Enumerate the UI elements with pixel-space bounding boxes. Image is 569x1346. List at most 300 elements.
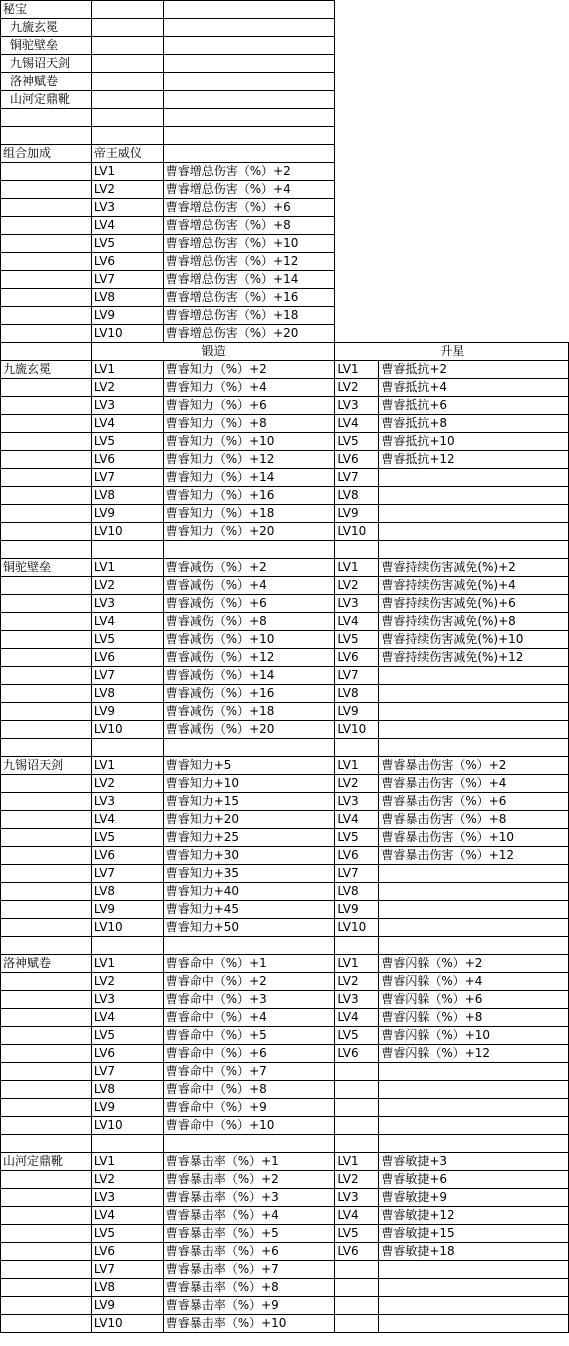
forge-effect-cell[interactable]: 曹睿命中（%）+8 <box>163 1081 335 1099</box>
forge-effect-cell[interactable]: 曹睿知力+35 <box>163 865 335 883</box>
star-effect-cell[interactable]: 曹睿暴击伤害（%）+12 <box>379 847 569 865</box>
empty-cell[interactable] <box>1 685 92 703</box>
forge-effect-cell[interactable]: 曹睿知力（%）+10 <box>163 433 335 451</box>
star-level-cell[interactable]: LV8 <box>335 883 379 901</box>
empty-cell[interactable] <box>379 127 569 145</box>
forge-effect-cell[interactable]: 曹睿减伤（%）+6 <box>163 595 335 613</box>
forge-effect-cell[interactable]: 曹睿减伤（%）+12 <box>163 649 335 667</box>
forge-level-cell[interactable]: LV1 <box>91 955 163 973</box>
forge-level-cell[interactable]: LV1 <box>91 559 163 577</box>
forge-level-cell[interactable]: LV4 <box>91 613 163 631</box>
forge-level-cell[interactable]: LV7 <box>91 1063 163 1081</box>
empty-cell[interactable] <box>163 91 335 109</box>
forge-level-cell[interactable]: LV10 <box>91 1117 163 1135</box>
combo-label-cell[interactable]: 组合加成 <box>1 145 92 163</box>
forge-level-cell[interactable]: LV6 <box>91 451 163 469</box>
star-effect-cell[interactable] <box>379 667 569 685</box>
star-level-cell[interactable] <box>335 1063 379 1081</box>
star-level-cell[interactable]: LV7 <box>335 667 379 685</box>
star-effect-cell[interactable]: 曹睿持续伤害减免(%)+12 <box>379 649 569 667</box>
empty-cell[interactable] <box>1 487 92 505</box>
star-effect-cell[interactable] <box>379 883 569 901</box>
star-level-cell[interactable] <box>335 1081 379 1099</box>
empty-cell[interactable] <box>91 109 163 127</box>
empty-cell[interactable] <box>163 55 335 73</box>
empty-cell[interactable] <box>1 289 92 307</box>
empty-cell[interactable] <box>1 1081 92 1099</box>
effect-cell[interactable]: 曹睿增总伤害（%）+6 <box>163 199 335 217</box>
star-effect-cell[interactable] <box>379 469 569 487</box>
star-level-cell[interactable] <box>335 1279 379 1297</box>
empty-cell[interactable] <box>1 307 92 325</box>
empty-cell[interactable] <box>91 91 163 109</box>
star-level-cell[interactable]: LV2 <box>335 577 379 595</box>
empty-cell[interactable] <box>379 937 569 955</box>
star-effect-cell[interactable] <box>379 721 569 739</box>
empty-cell[interactable] <box>379 181 569 199</box>
star-effect-cell[interactable]: 曹睿持续伤害减免(%)+10 <box>379 631 569 649</box>
empty-cell[interactable] <box>1 919 92 937</box>
star-level-cell[interactable]: LV4 <box>335 1207 379 1225</box>
empty-cell[interactable] <box>1 883 92 901</box>
star-effect-cell[interactable]: 曹睿闪躲（%）+10 <box>379 1027 569 1045</box>
empty-cell[interactable] <box>1 163 92 181</box>
star-effect-cell[interactable]: 曹睿闪躲（%）+8 <box>379 1009 569 1027</box>
forge-level-cell[interactable]: LV7 <box>91 667 163 685</box>
forge-level-cell[interactable]: LV5 <box>91 1225 163 1243</box>
empty-cell[interactable] <box>1 1045 92 1063</box>
star-effect-cell[interactable]: 曹睿闪躲（%）+4 <box>379 973 569 991</box>
empty-cell[interactable] <box>379 91 569 109</box>
forge-level-cell[interactable]: LV3 <box>91 991 163 1009</box>
effect-cell[interactable]: 曹睿增总伤害（%）+12 <box>163 253 335 271</box>
forge-level-cell[interactable]: LV9 <box>91 901 163 919</box>
star-effect-cell[interactable] <box>379 919 569 937</box>
star-level-cell[interactable]: LV6 <box>335 847 379 865</box>
forge-effect-cell[interactable]: 曹睿减伤（%）+10 <box>163 631 335 649</box>
forge-level-cell[interactable]: LV8 <box>91 1081 163 1099</box>
forge-level-cell[interactable]: LV7 <box>91 1261 163 1279</box>
empty-cell[interactable] <box>1 181 92 199</box>
forge-effect-cell[interactable]: 曹睿暴击率（%）+10 <box>163 1315 335 1333</box>
star-effect-cell[interactable] <box>379 1315 569 1333</box>
empty-cell[interactable] <box>1 1225 92 1243</box>
star-level-cell[interactable]: LV3 <box>335 595 379 613</box>
empty-cell[interactable] <box>335 1135 379 1153</box>
star-effect-cell[interactable]: 曹睿持续伤害减免(%)+8 <box>379 613 569 631</box>
forge-effect-cell[interactable]: 曹睿暴击率（%）+7 <box>163 1261 335 1279</box>
forge-level-cell[interactable]: LV4 <box>91 1009 163 1027</box>
level-cell[interactable]: LV1 <box>91 163 163 181</box>
level-cell[interactable]: LV6 <box>91 253 163 271</box>
forge-level-cell[interactable]: LV4 <box>91 415 163 433</box>
effect-cell[interactable]: 曹睿增总伤害（%）+18 <box>163 307 335 325</box>
empty-cell[interactable] <box>1 109 92 127</box>
star-effect-cell[interactable]: 曹睿暴击伤害（%）+2 <box>379 757 569 775</box>
star-level-cell[interactable]: LV3 <box>335 793 379 811</box>
star-effect-cell[interactable]: 曹睿敏捷+6 <box>379 1171 569 1189</box>
empty-cell[interactable] <box>1 523 92 541</box>
star-level-cell[interactable]: LV5 <box>335 631 379 649</box>
forge-level-cell[interactable]: LV5 <box>91 631 163 649</box>
empty-cell[interactable] <box>379 1 569 19</box>
forge-effect-cell[interactable]: 曹睿命中（%）+10 <box>163 1117 335 1135</box>
star-effect-cell[interactable]: 曹睿抵抗+6 <box>379 397 569 415</box>
forge-level-cell[interactable]: LV6 <box>91 847 163 865</box>
forge-level-cell[interactable]: LV5 <box>91 433 163 451</box>
star-effect-cell[interactable] <box>379 523 569 541</box>
star-level-cell[interactable]: LV1 <box>335 1153 379 1171</box>
forge-effect-cell[interactable]: 曹睿减伤（%）+8 <box>163 613 335 631</box>
empty-cell[interactable] <box>91 19 163 37</box>
forge-effect-cell[interactable]: 曹睿知力（%）+4 <box>163 379 335 397</box>
empty-cell[interactable] <box>163 19 335 37</box>
forge-level-cell[interactable]: LV7 <box>91 469 163 487</box>
star-level-cell[interactable]: LV4 <box>335 613 379 631</box>
forge-level-cell[interactable]: LV9 <box>91 1297 163 1315</box>
forge-effect-cell[interactable]: 曹睿命中（%）+6 <box>163 1045 335 1063</box>
empty-cell[interactable] <box>91 127 163 145</box>
star-effect-cell[interactable]: 曹睿抵抗+10 <box>379 433 569 451</box>
empty-cell[interactable] <box>163 109 335 127</box>
treasure-name-cell[interactable]: 洛神赋卷 <box>1 73 92 91</box>
forge-level-cell[interactable]: LV6 <box>91 649 163 667</box>
star-level-cell[interactable]: LV6 <box>335 451 379 469</box>
empty-cell[interactable] <box>1 505 92 523</box>
forge-level-cell[interactable]: LV1 <box>91 1153 163 1171</box>
empty-cell[interactable] <box>335 541 379 559</box>
star-level-cell[interactable]: LV2 <box>335 1171 379 1189</box>
forge-level-cell[interactable]: LV8 <box>91 487 163 505</box>
star-level-cell[interactable]: LV8 <box>335 487 379 505</box>
forge-effect-cell[interactable]: 曹睿命中（%）+1 <box>163 955 335 973</box>
star-level-cell[interactable] <box>335 1315 379 1333</box>
star-effect-cell[interactable] <box>379 685 569 703</box>
empty-cell[interactable] <box>335 127 379 145</box>
forge-level-cell[interactable]: LV3 <box>91 1189 163 1207</box>
star-level-cell[interactable]: LV8 <box>335 685 379 703</box>
section-name-cell[interactable]: 九旒玄冕 <box>1 361 92 379</box>
empty-cell[interactable] <box>91 37 163 55</box>
empty-cell[interactable] <box>379 145 569 163</box>
empty-cell[interactable] <box>379 37 569 55</box>
star-level-cell[interactable]: LV1 <box>335 559 379 577</box>
level-cell[interactable]: LV2 <box>91 181 163 199</box>
forge-level-cell[interactable]: LV3 <box>91 397 163 415</box>
empty-cell[interactable] <box>379 307 569 325</box>
empty-cell[interactable] <box>379 541 569 559</box>
empty-cell[interactable] <box>335 109 379 127</box>
forge-level-cell[interactable]: LV7 <box>91 865 163 883</box>
forge-level-cell[interactable]: LV1 <box>91 361 163 379</box>
empty-cell[interactable] <box>335 739 379 757</box>
star-effect-cell[interactable]: 曹睿抵抗+2 <box>379 361 569 379</box>
forge-effect-cell[interactable]: 曹睿知力+10 <box>163 775 335 793</box>
empty-cell[interactable] <box>1 1063 92 1081</box>
empty-cell[interactable] <box>379 217 569 235</box>
forge-effect-cell[interactable]: 曹睿命中（%）+5 <box>163 1027 335 1045</box>
title-cell[interactable]: 秘宝 <box>1 1 92 19</box>
forge-effect-cell[interactable]: 曹睿知力+45 <box>163 901 335 919</box>
forge-level-cell[interactable]: LV4 <box>91 811 163 829</box>
empty-cell[interactable] <box>379 271 569 289</box>
forge-level-cell[interactable]: LV6 <box>91 1045 163 1063</box>
empty-cell[interactable] <box>1 397 92 415</box>
empty-cell[interactable] <box>1 1315 92 1333</box>
forge-level-cell[interactable]: LV2 <box>91 1171 163 1189</box>
empty-cell[interactable] <box>1 199 92 217</box>
forge-effect-cell[interactable]: 曹睿减伤（%）+4 <box>163 577 335 595</box>
empty-cell[interactable] <box>91 937 163 955</box>
star-effect-cell[interactable]: 曹睿持续伤害减免(%)+4 <box>379 577 569 595</box>
forge-effect-cell[interactable]: 曹睿知力（%）+18 <box>163 505 335 523</box>
section-name-cell[interactable]: 铜驼壁垒 <box>1 559 92 577</box>
star-level-cell[interactable]: LV1 <box>335 955 379 973</box>
forge-level-cell[interactable]: LV10 <box>91 721 163 739</box>
empty-cell[interactable] <box>379 235 569 253</box>
empty-cell[interactable] <box>91 73 163 91</box>
forge-level-cell[interactable]: LV9 <box>91 1099 163 1117</box>
forge-level-cell[interactable]: LV1 <box>91 757 163 775</box>
star-effect-cell[interactable]: 曹睿闪躲（%）+12 <box>379 1045 569 1063</box>
forge-effect-cell[interactable]: 曹睿知力+15 <box>163 793 335 811</box>
empty-cell[interactable] <box>335 937 379 955</box>
star-level-cell[interactable]: LV5 <box>335 1225 379 1243</box>
star-effect-cell[interactable]: 曹睿抵抗+8 <box>379 415 569 433</box>
empty-cell[interactable] <box>335 325 379 343</box>
empty-cell[interactable] <box>91 1 163 19</box>
empty-cell[interactable] <box>1 1117 92 1135</box>
forge-effect-cell[interactable]: 曹睿命中（%）+3 <box>163 991 335 1009</box>
empty-cell[interactable] <box>91 541 163 559</box>
forge-level-cell[interactable]: LV4 <box>91 1207 163 1225</box>
empty-cell[interactable] <box>1 451 92 469</box>
empty-cell[interactable] <box>335 235 379 253</box>
empty-cell[interactable] <box>1 127 92 145</box>
star-effect-cell[interactable]: 曹睿暴击伤害（%）+10 <box>379 829 569 847</box>
empty-cell[interactable] <box>379 739 569 757</box>
level-cell[interactable]: LV7 <box>91 271 163 289</box>
empty-cell[interactable] <box>1 1279 92 1297</box>
star-level-cell[interactable]: LV9 <box>335 901 379 919</box>
forge-level-cell[interactable]: LV8 <box>91 883 163 901</box>
empty-cell[interactable] <box>1 253 92 271</box>
star-effect-cell[interactable]: 曹睿抵抗+4 <box>379 379 569 397</box>
empty-cell[interactable] <box>1 793 92 811</box>
level-cell[interactable]: LV5 <box>91 235 163 253</box>
empty-cell[interactable] <box>1 595 92 613</box>
forge-effect-cell[interactable]: 曹睿暴击率（%）+9 <box>163 1297 335 1315</box>
star-effect-cell[interactable]: 曹睿暴击伤害（%）+8 <box>379 811 569 829</box>
star-level-cell[interactable]: LV7 <box>335 469 379 487</box>
star-level-cell[interactable]: LV1 <box>335 757 379 775</box>
forge-header[interactable]: 锻造 <box>91 343 335 361</box>
star-effect-cell[interactable] <box>379 703 569 721</box>
forge-level-cell[interactable]: LV9 <box>91 505 163 523</box>
forge-level-cell[interactable]: LV2 <box>91 379 163 397</box>
forge-effect-cell[interactable]: 曹睿命中（%）+9 <box>163 1099 335 1117</box>
empty-cell[interactable] <box>1 937 92 955</box>
empty-cell[interactable] <box>379 19 569 37</box>
star-level-cell[interactable]: LV3 <box>335 991 379 1009</box>
empty-cell[interactable] <box>1 325 92 343</box>
empty-cell[interactable] <box>379 73 569 91</box>
star-level-cell[interactable]: LV5 <box>335 1027 379 1045</box>
empty-cell[interactable] <box>335 307 379 325</box>
forge-effect-cell[interactable]: 曹睿知力（%）+8 <box>163 415 335 433</box>
star-effect-cell[interactable] <box>379 487 569 505</box>
forge-effect-cell[interactable]: 曹睿暴击率（%）+6 <box>163 1243 335 1261</box>
forge-level-cell[interactable]: LV2 <box>91 973 163 991</box>
effect-cell[interactable]: 曹睿增总伤害（%）+20 <box>163 325 335 343</box>
star-level-cell[interactable]: LV4 <box>335 811 379 829</box>
effect-cell[interactable]: 曹睿增总伤害（%）+4 <box>163 181 335 199</box>
empty-cell[interactable] <box>1 343 92 361</box>
empty-cell[interactable] <box>1 415 92 433</box>
empty-cell[interactable] <box>1 469 92 487</box>
empty-cell[interactable] <box>335 181 379 199</box>
forge-effect-cell[interactable]: 曹睿减伤（%）+16 <box>163 685 335 703</box>
star-effect-cell[interactable] <box>379 1063 569 1081</box>
star-effect-cell[interactable]: 曹睿敏捷+9 <box>379 1189 569 1207</box>
star-effect-cell[interactable]: 曹睿闪躲（%）+6 <box>379 991 569 1009</box>
empty-cell[interactable] <box>163 127 335 145</box>
star-effect-cell[interactable]: 曹睿暴击伤害（%）+4 <box>379 775 569 793</box>
forge-effect-cell[interactable]: 曹睿知力+30 <box>163 847 335 865</box>
star-effect-cell[interactable] <box>379 1297 569 1315</box>
empty-cell[interactable] <box>163 937 335 955</box>
empty-cell[interactable] <box>1 703 92 721</box>
forge-level-cell[interactable]: LV2 <box>91 775 163 793</box>
star-effect-cell[interactable]: 曹睿敏捷+15 <box>379 1225 569 1243</box>
star-effect-cell[interactable]: 曹睿持续伤害减免(%)+2 <box>379 559 569 577</box>
empty-cell[interactable] <box>1 433 92 451</box>
forge-effect-cell[interactable]: 曹睿知力+40 <box>163 883 335 901</box>
empty-cell[interactable] <box>163 145 335 163</box>
empty-cell[interactable] <box>1 217 92 235</box>
empty-cell[interactable] <box>335 253 379 271</box>
forge-effect-cell[interactable]: 曹睿知力+5 <box>163 757 335 775</box>
section-name-cell[interactable]: 九锡诏天剑 <box>1 757 92 775</box>
effect-cell[interactable]: 曹睿增总伤害（%）+16 <box>163 289 335 307</box>
empty-cell[interactable] <box>1 613 92 631</box>
forge-effect-cell[interactable]: 曹睿暴击率（%）+3 <box>163 1189 335 1207</box>
forge-level-cell[interactable]: LV10 <box>91 919 163 937</box>
forge-effect-cell[interactable]: 曹睿命中（%）+7 <box>163 1063 335 1081</box>
forge-level-cell[interactable]: LV10 <box>91 523 163 541</box>
forge-effect-cell[interactable]: 曹睿减伤（%）+18 <box>163 703 335 721</box>
forge-effect-cell[interactable]: 曹睿知力（%）+20 <box>163 523 335 541</box>
empty-cell[interactable] <box>1 1099 92 1117</box>
empty-cell[interactable] <box>379 1135 569 1153</box>
empty-cell[interactable] <box>163 739 335 757</box>
effect-cell[interactable]: 曹睿增总伤害（%）+8 <box>163 217 335 235</box>
star-effect-cell[interactable] <box>379 505 569 523</box>
star-effect-cell[interactable]: 曹睿持续伤害减免(%)+6 <box>379 595 569 613</box>
star-level-cell[interactable]: LV9 <box>335 505 379 523</box>
empty-cell[interactable] <box>1 1189 92 1207</box>
forge-effect-cell[interactable]: 曹睿知力（%）+2 <box>163 361 335 379</box>
star-effect-cell[interactable] <box>379 1117 569 1135</box>
treasure-name-cell[interactable]: 九锡诏天剑 <box>1 55 92 73</box>
star-effect-cell[interactable] <box>379 901 569 919</box>
forge-effect-cell[interactable]: 曹睿暴击率（%）+1 <box>163 1153 335 1171</box>
empty-cell[interactable] <box>163 1 335 19</box>
forge-effect-cell[interactable]: 曹睿暴击率（%）+2 <box>163 1171 335 1189</box>
star-level-cell[interactable] <box>335 1117 379 1135</box>
empty-cell[interactable] <box>91 739 163 757</box>
empty-cell[interactable] <box>1 829 92 847</box>
forge-level-cell[interactable]: LV3 <box>91 595 163 613</box>
section-name-cell[interactable]: 山河定鼎靴 <box>1 1153 92 1171</box>
forge-effect-cell[interactable]: 曹睿减伤（%）+2 <box>163 559 335 577</box>
treasure-name-cell[interactable]: 九旒玄冕 <box>1 19 92 37</box>
empty-cell[interactable] <box>1 973 92 991</box>
empty-cell[interactable] <box>1 577 92 595</box>
empty-cell[interactable] <box>1 775 92 793</box>
level-cell[interactable]: LV10 <box>91 325 163 343</box>
star-level-cell[interactable]: LV3 <box>335 1189 379 1207</box>
forge-effect-cell[interactable]: 曹睿暴击率（%）+5 <box>163 1225 335 1243</box>
star-level-cell[interactable]: LV4 <box>335 415 379 433</box>
star-effect-cell[interactable] <box>379 1099 569 1117</box>
empty-cell[interactable] <box>1 271 92 289</box>
empty-cell[interactable] <box>1 739 92 757</box>
star-level-cell[interactable]: LV6 <box>335 1045 379 1063</box>
treasure-name-cell[interactable]: 山河定鼎靴 <box>1 91 92 109</box>
forge-level-cell[interactable]: LV2 <box>91 577 163 595</box>
forge-level-cell[interactable]: LV8 <box>91 685 163 703</box>
forge-level-cell[interactable]: LV6 <box>91 1243 163 1261</box>
empty-cell[interactable] <box>335 271 379 289</box>
forge-effect-cell[interactable]: 曹睿知力（%）+16 <box>163 487 335 505</box>
forge-effect-cell[interactable]: 曹睿减伤（%）+20 <box>163 721 335 739</box>
star-level-cell[interactable]: LV7 <box>335 865 379 883</box>
forge-level-cell[interactable]: LV5 <box>91 829 163 847</box>
star-level-cell[interactable]: LV2 <box>335 775 379 793</box>
empty-cell[interactable] <box>1 847 92 865</box>
empty-cell[interactable] <box>1 1243 92 1261</box>
star-header[interactable]: 升星 <box>335 343 569 361</box>
star-effect-cell[interactable]: 曹睿敏捷+3 <box>379 1153 569 1171</box>
empty-cell[interactable] <box>163 73 335 91</box>
empty-cell[interactable] <box>379 109 569 127</box>
forge-effect-cell[interactable]: 曹睿知力（%）+6 <box>163 397 335 415</box>
star-level-cell[interactable] <box>335 1099 379 1117</box>
empty-cell[interactable] <box>335 145 379 163</box>
effect-cell[interactable]: 曹睿增总伤害（%）+2 <box>163 163 335 181</box>
empty-cell[interactable] <box>1 865 92 883</box>
empty-cell[interactable] <box>1 1297 92 1315</box>
empty-cell[interactable] <box>1 631 92 649</box>
empty-cell[interactable] <box>1 1207 92 1225</box>
empty-cell[interactable] <box>91 55 163 73</box>
treasure-name-cell[interactable]: 铜驼壁垒 <box>1 37 92 55</box>
forge-effect-cell[interactable]: 曹睿暴击率（%）+8 <box>163 1279 335 1297</box>
effect-cell[interactable]: 曹睿增总伤害（%）+10 <box>163 235 335 253</box>
star-level-cell[interactable] <box>335 1261 379 1279</box>
forge-level-cell[interactable]: LV10 <box>91 1315 163 1333</box>
empty-cell[interactable] <box>1 811 92 829</box>
empty-cell[interactable] <box>379 325 569 343</box>
forge-effect-cell[interactable]: 曹睿命中（%）+2 <box>163 973 335 991</box>
forge-effect-cell[interactable]: 曹睿命中（%）+4 <box>163 1009 335 1027</box>
empty-cell[interactable] <box>1 1027 92 1045</box>
star-effect-cell[interactable] <box>379 865 569 883</box>
empty-cell[interactable] <box>1 721 92 739</box>
empty-cell[interactable] <box>1 1009 92 1027</box>
star-level-cell[interactable]: LV9 <box>335 703 379 721</box>
